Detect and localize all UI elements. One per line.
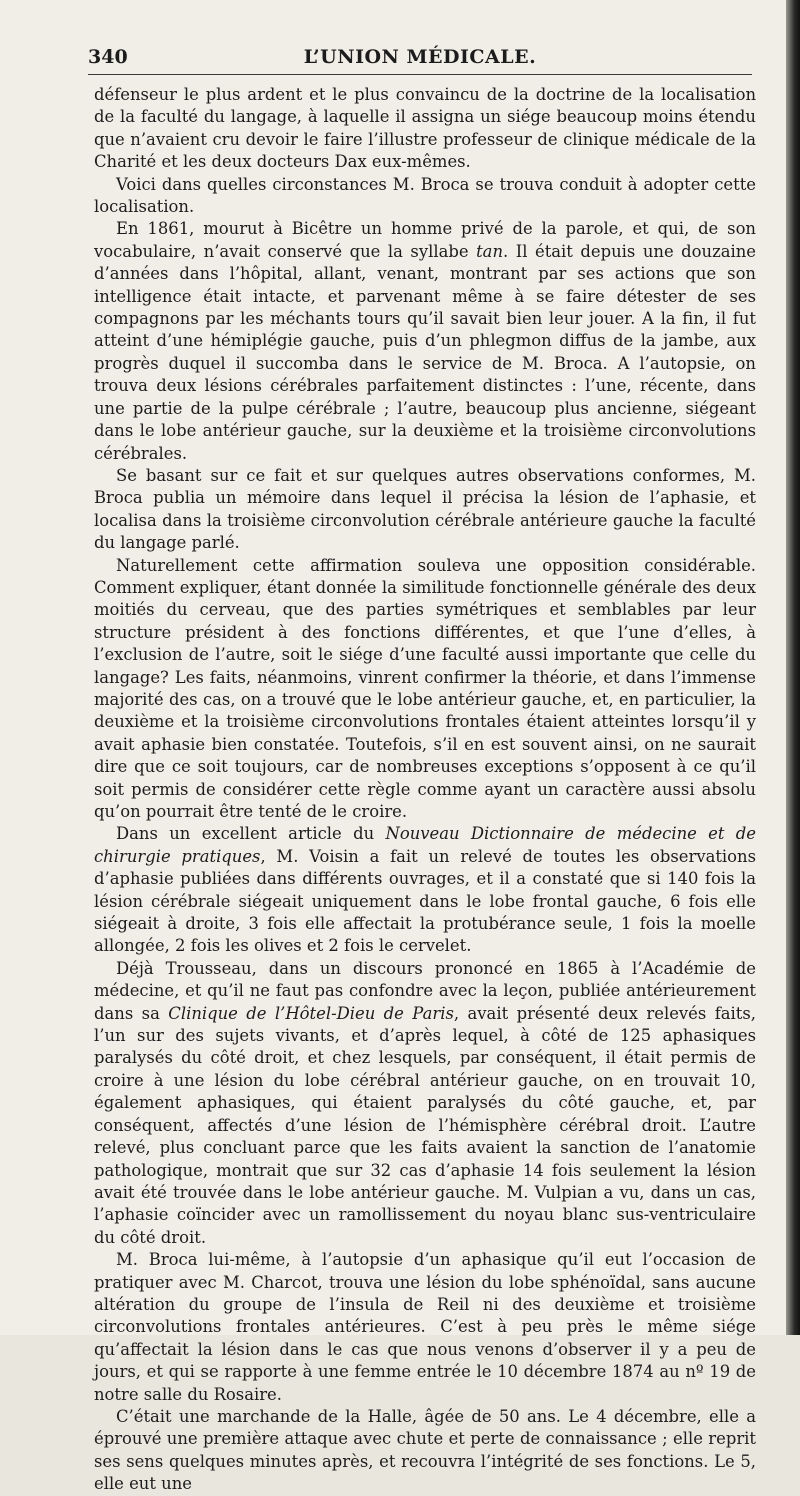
paragraph-p7 (94, 958, 756, 1249)
body-text (94, 84, 756, 1496)
text-run: Se basant sur ce fait et sur quelques autres observations conformes, M. Broca publia un mémoire dans lequel il précisa la lésion de l’aphasie, et localisa dans la troisième circonvolution cérébrale antérieure gauche la faculté du langage parlé. (94, 465, 756, 553)
page-number: 340 (88, 46, 128, 68)
text-run: En 1861, mourut à Bicêtre un homme privé de la parole, et qui, de son vocabulaire, n’avait conservé que la syllabe (94, 219, 756, 261)
text-run: . Il était depuis une douzaine d’années dans l’hôpital, allant, venant, montrant par ses actions que son intelligence était intacte, et parvenant même à se faire détester de ses compagnons par les méchants tours qu’il savait bien leur jouer. A la fin, il fut atteint d’une hémiplégie gauche, puis d’un phlegmon diffus de la jambe, aux progrès duquel il succomba dans le service de M. Broca. A l’autopsie, on trouva deux lésions cérébrales parfaitement distinctes : l’une, récente, dans une partie de la pulpe cérébrale ; l’autre, beaucoup plus ancienne, siégeant dans le lobe antérieur gauche, sur la deuxième et la troisième circonvolutions cérébrales. (94, 241, 756, 463)
paragraph-p2 (94, 174, 756, 219)
italic-title: tan (476, 241, 504, 261)
paragraph-p6 (94, 823, 756, 957)
text-run: C’était une marchande de la Halle, âgée de 50 ans. Le 4 décembre, elle a éprouvé une première attaque avec chute et perte de connaissance ; elle reprit ses sens quelques minutes après, et recouvra l’intégrité de ses fonctions. Le 5, elle eut une (94, 1406, 756, 1494)
text-run: Dans un excellent article du (116, 824, 386, 844)
text-run: , M. Voisin a fait un relevé de toutes les observations d’aphasie publiées dans différents ouvrages, et il a constaté que si 140 fois la lésion cérébrale siégeait uniquement dans le lobe frontal gauche, 6 fois elle siégeait à droite, 3 fois elle affectait la protubérance seule, 1 fois la moelle allongée, 2 fois les olives et 2 fois le cervelet. (94, 846, 757, 956)
paragraph-p9 (94, 1406, 756, 1496)
italic-title: Clinique de l’Hôtel-Dieu de Paris (168, 1003, 454, 1023)
text-run: Déjà Trousseau, dans un discours prononcé en 1865 à l’Académie de médecine, et qu’il ne faut pas confondre avec la leçon, publiée antérieurement dans sa (94, 958, 756, 1023)
text-run: , avait présenté deux relevés faits, l’un sur des sujets vivants, et d’après lequel, à côté de 125 aphasiques paralysés du côté droit, et chez lesquels, par conséquent, il était permis de croire à une lésion du lobe cérébral antérieur gauche, on en trouvait 10, également aphasiques, qui étaient paralysés du côté gauche, et, par conséquent, affectés d’une lésion de l’hémisphère cérébral droit. L’autre relevé, plus concluant parce que les faits avaient la sanction de l’anatomie pathologique, montrait que sur 32 cas d’aphasie 14 fois seulement la lésion avait été trouvée dans le lobe antérieur gauche. M. Vulpian a vu, dans un cas, l’aphasie coïncider avec un ramollissement du noyau blanc sus-ventriculaire du côté droit. (94, 1003, 757, 1247)
text-run: Voici dans quelles circonstances M. Broca se trouva conduit à adopter cette localisation. (94, 174, 756, 217)
text-run: défenseur le plus ardent et le plus convaincu de la doctrine de la localisation de la faculté du langage, à laquelle il assigna un siége beaucoup moins étendu que n’avaient cru devoir le faire l’illustre professeur de clinique médicale de la Charité et les deux docteurs Dax eux-mêmes. (94, 85, 756, 172)
text-run: Naturellement cette affirmation souleva une opposition considérable. Comment expliquer, étant donnée la similitude fonctionnelle générale des deux moitiés du cerveau, que des parties symétriques et semblables par leur structure président à des fonctions différentes, et que l’une d’elles, à l’exclusion de l’autre, soit le siége d’une faculté aussi importante que celle du langage? Les faits, néanmoins, vinrent confirmer la théorie, et dans l’immense majorité des cas, on a trouvé que le lobe antérieur gauche, et, en particulier, la deuxième et la troisième circonvolutions frontales étaient atteintes lorsqu’il y avait aphasie bien constatée. Toutefois, s’il en est souvent ainsi, on ne saurait dire que ce soit toujours, car de nombreuses exceptions s’opposent à ce qu’il soit permis de considérer cette règle comme ayant un caractère aussi absolu qu’on pourrait être tenté de le croire. (94, 555, 756, 821)
page-header (88, 44, 752, 75)
page-binding-edge (786, 0, 800, 1335)
italic-title: Nouveau Dictionnaire de médecine et de chirurgie pratiques (94, 824, 756, 866)
text-run: M. Broca lui-même, à l’autopsie d’un aphasique qu’il eut l’occasion de pratiquer avec M. Charcot, trouva une lésion du lobe sphénoïdal, sans aucune altération du groupe de l’insula de Reil ni des deuxième et troisième circonvolutions frontales antérieures. C’est à peu près le même siége qu’affectait la lésion dans le cas que nous venons d’observer il y a peu de jours, et qui se rapporte à une femme entrée le 10 décembre 1874 au nº 19 de notre salle du Rosaire. (94, 1250, 756, 1404)
paragraph-p4 (94, 465, 756, 555)
paragraph-p5 (94, 555, 756, 824)
paragraph-p3 (94, 218, 756, 464)
paragraph-p8 (94, 1249, 756, 1406)
running-head: L’UNION MÉDICALE. (303, 46, 537, 68)
paragraph-p1 (94, 84, 756, 174)
